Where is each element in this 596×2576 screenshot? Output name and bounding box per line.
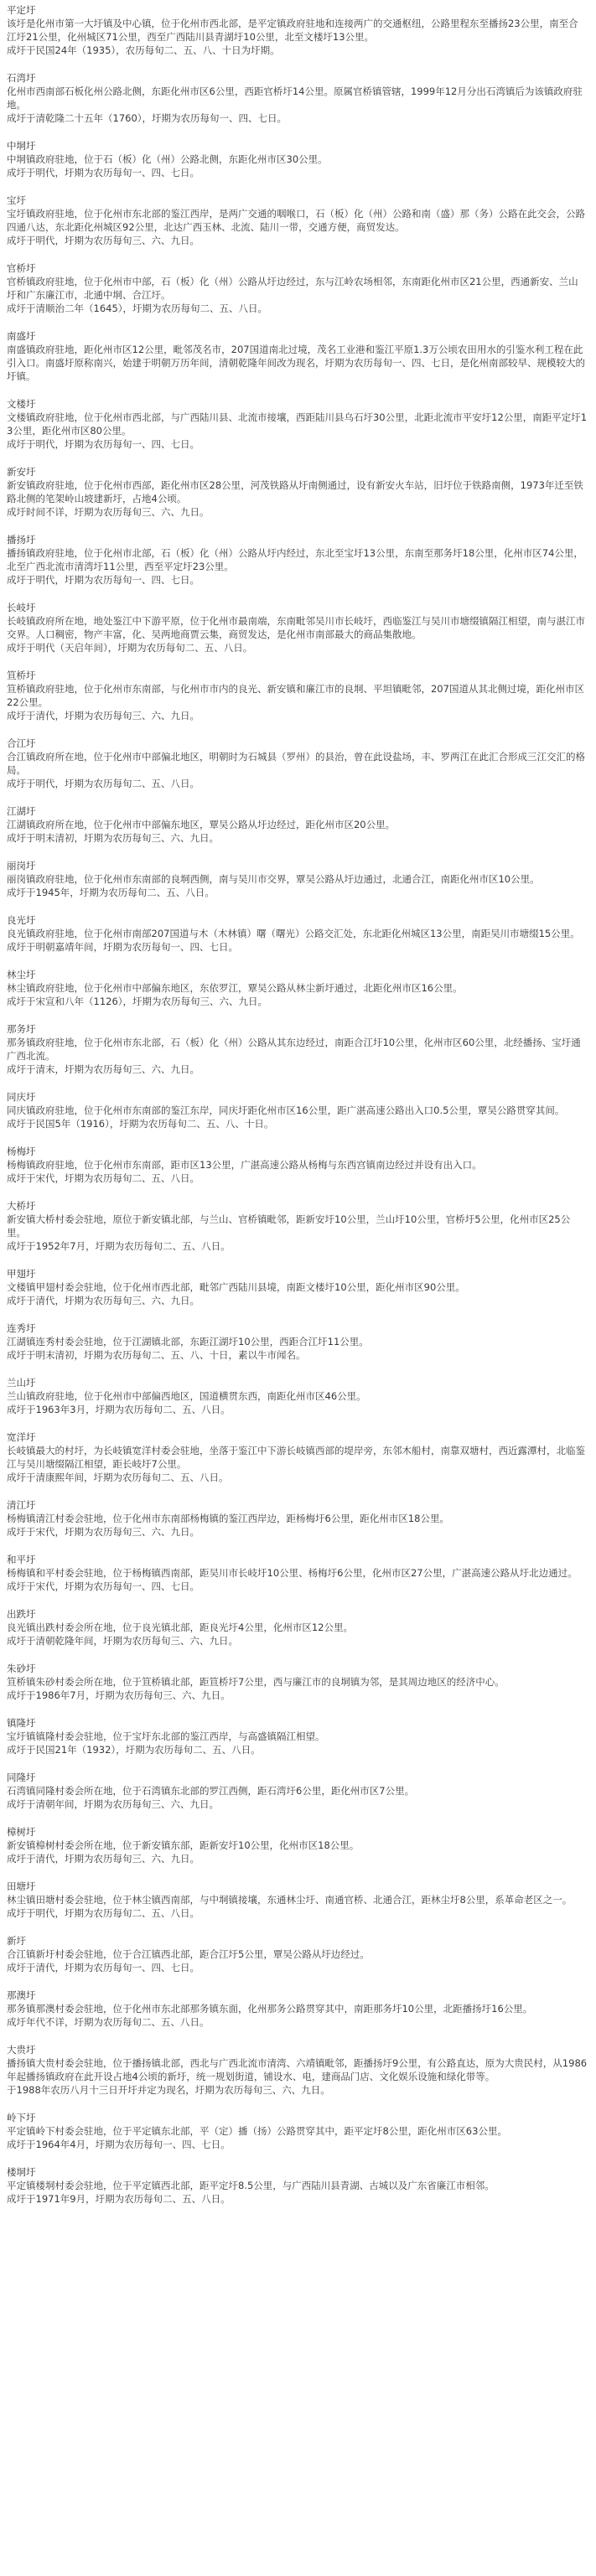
market-entry: [7, 859, 588, 899]
market-entry: [7, 1022, 588, 1076]
entry-title: 新圩: [7, 1935, 26, 1947]
market-entry: [7, 1199, 588, 1253]
entry-founded: 成圩于明代，圩期为农历每旬二、五、八日。: [7, 778, 200, 789]
entry-title: 官桥圩: [7, 262, 36, 274]
entry-description: 官桥镇政府驻地，位于化州市中部，石（板）化（州）公路从圩边经过，东与江岭农场相邻，东南距化州市区21公里，西通新安、兰山圩和广东廉江市，北通中垌、合江圩。: [7, 276, 578, 301]
entry-description: 杨梅镇清江村委会驻地，位于化州市东南部杨梅镇的鉴江西岸边，距杨梅圩6公里，距化州市区18公里。: [7, 1513, 449, 1524]
entry-description: 良光镇出跌村委会所在地，位于良光镇北部，距良光圩4公里，化州市区12公里。: [7, 1622, 353, 1633]
entry-founded: 成圩于明代，圩期为农历每旬一、四、七日。: [7, 167, 200, 178]
entry-description: 化州市西南部石板化州公路北侧，东距化州市区6公里，西距官桥圩14公里。原属官桥镇管辖，1999年12月分出石湾镇后为该镇政府驻地。: [7, 85, 583, 111]
entry-title: 清江圩: [7, 1499, 36, 1511]
entry-title: 笪桥圩: [7, 670, 36, 681]
entry-description: 平定镇岭下村委会驻地，位于平定镇东北部，平（定）播（扬）公路贯穿其中，距平定圩8公里，距化州市区63公里。: [7, 2125, 507, 2137]
entry-founded: 成圩于明末清初，圩期为农历每旬二、五、八、十日，素以牛市闻名。: [7, 1349, 306, 1361]
market-entry: [7, 804, 588, 845]
entry-description: 中垌镇政府驻地，位于石（板）化（州）公路北侧，东距化州市区30公里。: [7, 153, 328, 165]
entry-founded: 成圩于1945年，圩期为农历每旬二、五、八日。: [7, 887, 215, 898]
entry-title: 樟树圩: [7, 1826, 36, 1838]
entry-founded: 成圩于宋代，圩期为农历每旬一、四、七日。: [7, 1580, 200, 1592]
market-entry: [7, 261, 588, 315]
entry-description: 林尘镇政府驻地，位于化州市中部偏东地区，东依罗江，覃吴公路从林尘新圩通过，北距化州市区16公里。: [7, 982, 463, 994]
market-entry: [7, 1825, 588, 1865]
entry-description: 良光镇政府驻地，位于化州市南部207国道与木（木林镇）曙（曙光）公路交汇处，东北距化州城区13公里，南距吴川市塘缀15公里。: [7, 928, 580, 939]
entry-description: 笪桥镇政府驻地，位于化州市东南部，与化州市市内的良光、新安镇和廉江市的良垌、平坦镇毗邻，207国道从其北侧过境，距化州市区22公里。: [7, 683, 584, 708]
entry-title: 新安圩: [7, 466, 36, 478]
entry-title: 兰山圩: [7, 1377, 36, 1389]
entry-founded: 成圩于清乾隆二十五年（1760），圩期为农历每旬一、四、七日。: [7, 112, 288, 124]
entry-description: 文楼镇甲翅村委会驻地，位于化州市西北部，毗邻广西陆川县境，南距文楼圩10公里，距化州市区90公里。: [7, 1281, 465, 1293]
entry-description: 南盛镇政府驻地，距化州市区12公里，毗邻茂名市，207国道南北过境，茂名工业港和鉴江平原1.3万公顷农田用水的引鉴水利工程在此引入口。南盛圩原称南兴，始建于明朝万历年间，清朝乾隆年间改为现名，圩期为农历每旬一、四、七日，是化州南部较早、规模较大的圩镇。: [7, 344, 585, 382]
market-entry: [7, 669, 588, 722]
entry-founded: 成圩于明末清初，圩期为农历每旬三、六、九日。: [7, 832, 219, 844]
entry-title: 同隆圩: [7, 1772, 36, 1783]
entry-founded: 成圩于1963年3月，圩期为农历每旬二、五、八日。: [7, 1404, 231, 1415]
market-entry: [7, 139, 588, 179]
entry-description: 播扬镇政府驻地，位于化州市北部，石（板）化（州）公路从圩内经过，东北至宝圩13公里，东南至那务圩18公里，化州市区74公里，北至广西北流市清湾圩11公里，西至平定圩23公里。: [7, 547, 583, 572]
entry-founded: 成圩于清朝乾隆年间，圩期为农历每旬三、六、九日。: [7, 1635, 238, 1647]
entry-title: 林尘圩: [7, 969, 36, 980]
entry-title: 杨梅圩: [7, 1146, 36, 1157]
entry-description: 文楼镇政府驻地，位于化州市西北部，与广西陆川县、北流市接壤，西距陆川县乌石圩30公里，北距北流市平安圩12公里，南距平定圩13公里，距化州市区80公里。: [7, 411, 588, 437]
entry-description: 播扬镇大贵村委会驻地，位于播扬镇北部，西北与广西北流市清湾、六靖镇毗邻，距播扬圩9公里，有公路直达，原为大贵民村，从1986年起播扬镇政府在此开设占地4公顷的新圩，统一规划街道，铺设水、电，建商品门店、文化娱乐设施和绿化带等。: [7, 2057, 588, 2082]
entry-description: 杨梅镇政府驻地，位于化州市东南部，距市区13公里，广湛高速公路从杨梅与东西宫镇南边经过并设有出入口。: [7, 1159, 482, 1171]
entry-founded: 于1988年农历八月十三日开圩并定为现名，圩期为农历每旬三、六、九日。: [7, 2084, 330, 2096]
entry-founded: 成圩于清代，圩期为农历每旬三、六、九日。: [7, 1295, 200, 1306]
entry-description: 宝圩镇镇隆村委会驻地，位于宝圩东北部的鉴江西岸，与高盛镇隔江相望。: [7, 1730, 325, 1742]
entry-description: 合江镇新圩村委会驻地，位于合江镇西北部，距合江圩5公里，覃吴公路从圩边经过。: [7, 1948, 370, 1960]
entry-founded: 成圩于清代，圩期为农历每旬三、六、九日。: [7, 710, 200, 722]
entry-founded: 成圩时间不详，圩期为农历每旬三、六、九日。: [7, 506, 210, 518]
entry-description: 杨梅镇和平村委会驻地，位于杨梅镇西南部，距吴川市长岐圩10公里、杨梅圩6公里，化州市区27公里，广湛高速公路从圩北边通过。: [7, 1567, 578, 1579]
entry-founded: 成圩于明代（天启年间），圩期为农历每旬二、五、八日。: [7, 642, 253, 654]
entry-founded: 成圩于1986年7月，圩期为农历每旬三、六、九日。: [7, 1689, 231, 1701]
market-entry: [7, 601, 588, 654]
entry-founded: 成圩于宋宣和八年（1126），圩期为农历每旬三、六、九日。: [7, 996, 268, 1007]
entry-description: 江湖镇连秀村委会驻地，位于江湖镇北部，东距江湖圩10公里，西距合江圩11公里。: [7, 1336, 369, 1347]
market-entry: [7, 968, 588, 1008]
entry-title: 朱砂圩: [7, 1663, 36, 1674]
market-entry: [7, 533, 588, 587]
entry-founded: 成圩于1971年9月，圩期为农历每旬二、五、八日。: [7, 2193, 231, 2205]
entry-description: 林尘镇田塘村委会驻地，位于林尘镇西南部，与中垌镇接壤，东通林尘圩、南通官桥、北通合江，距林尘圩8公里，系革命老区之一。: [7, 1894, 573, 1906]
entry-title: 文楼圩: [7, 398, 36, 410]
entry-founded: 成圩于明代，圩期为农历每旬三、六、九日。: [7, 235, 200, 246]
market-entry: [7, 1716, 588, 1756]
entry-title: 宽洋圩: [7, 1431, 36, 1443]
entry-title: 同庆圩: [7, 1091, 36, 1103]
entry-title: 大贵圩: [7, 2044, 36, 2056]
entry-founded: 成圩于1964年4月，圩期为农历每旬一、四、七日。: [7, 2139, 231, 2150]
entry-founded: 成圩于明代，圩期为农历每旬二、五、八日。: [7, 1907, 200, 1919]
entry-founded: 成圩于清代，圩期为农历每旬一、四、七日。: [7, 1962, 200, 1973]
market-entry: [7, 1430, 588, 1484]
market-entry: [7, 1322, 588, 1362]
market-entry: [7, 1145, 588, 1185]
entry-description: 宝圩镇政府驻地，位于化州市东北部的鉴江西岸，是两广交通的咽喉口，石（板）化（州）公路和南（盛）那（务）公路在此交会，公路四通八达，东北距化州城区92公里，北达广西玉林、北流、陆川一带，交通方便，商贸发达。: [7, 208, 585, 233]
entry-title: 那澳圩: [7, 1989, 36, 2001]
entry-title: 那务圩: [7, 1023, 36, 1035]
entry-title: 出跌圩: [7, 1608, 36, 1620]
entry-title: 甲翅圩: [7, 1268, 36, 1280]
entry-title: 南盛圩: [7, 330, 36, 342]
entry-description: 江湖镇政府所在地，位于化州市中部偏东地区，覃吴公路从圩边经过，距化州市区20公里。: [7, 819, 396, 830]
market-entry: [7, 1607, 588, 1648]
entry-founded: 成圩年代不详，圩期为农历每旬二、五、八日。: [7, 2016, 210, 2028]
entry-description: 那务镇那澳村委会驻地，位于化州市东北部那务镇东面，化州那务公路贯穿其中，南距那务圩10公里，北距播扬圩16公里。: [7, 2003, 533, 2015]
entry-title: 镇隆圩: [7, 1717, 36, 1729]
market-entry: [7, 913, 588, 954]
entry-title: 长岐圩: [7, 602, 36, 613]
entry-description: 笪桥镇朱砂村委会所在地，位于笪桥镇北部，距笪桥圩7公里，西与廉江市的良垌镇为邻，是其周边地区的经济中心。: [7, 1676, 505, 1688]
entry-description: 新安镇政府驻地，位于化州市西部，距化州市区28公里，河茂铁路从圩南侧通过，设有新安火车站，旧圩位于铁路南侧，1973年迁至铁路北侧的笔架岭山坡建新圩，占地4公顷。: [7, 479, 583, 504]
entry-description: 长岐镇最大的村圩，为长岐镇宽洋村委会驻地，坐落于鉴江中下游长岐镇西部的堤岸旁，东邻木船村，南靠双塘村，西近露潭村，北临鉴江与吴川塘缀隔江相望，距长岐圩7公里。: [7, 1445, 585, 1470]
entry-founded: 成圩于民国21年（1932），圩期为农历每旬二、五、八日。: [7, 1744, 261, 1756]
entry-founded: 成圩于明代，圩期为农历每旬一、四、七日。: [7, 574, 200, 586]
entry-title: 宝圩: [7, 194, 26, 206]
entry-founded: 成圩于1952年7月，圩期为农历每旬二、五、八日。: [7, 1240, 231, 1252]
entry-founded: 成圩于宋代，圩期为农历每旬二、五、八日。: [7, 1172, 200, 1184]
entry-title: 平定圩: [7, 4, 36, 16]
entry-title: 连秀圩: [7, 1322, 36, 1334]
market-entry: [7, 1934, 588, 1974]
entry-title: 中垌圩: [7, 140, 36, 152]
entry-description: 兰山镇政府驻地，位于化州市中部偏西地区，国道横贯东西，南距化州市区46公里。: [7, 1390, 366, 1402]
market-entry: [7, 397, 588, 451]
entry-founded: 成圩于明代，圩期为农历每旬一、四、七日。: [7, 438, 200, 450]
entry-founded: 成圩于民国5年（1916），圩期为农历每旬二、五、八、十日。: [7, 1118, 274, 1130]
market-entry: [7, 329, 588, 383]
market-entry: [7, 1989, 588, 2029]
market-entry: [7, 1662, 588, 1702]
entry-founded: 成圩于清顺治二年（1645），圩期为农历每旬二、五、八日。: [7, 303, 268, 314]
market-entry: [7, 1880, 588, 1920]
entry-founded: 成圩于清康熙年间，圩期为农历每旬二、五、八日。: [7, 1472, 229, 1483]
market-entry: [7, 194, 588, 247]
entry-description: 石湾镇同隆村委会所在地，位于石湾镇东北部的罗江西侧，距石湾圩6公里，距化州市区7公里。: [7, 1785, 415, 1797]
entry-description: 丽岗镇政府驻地，位于化州市东南部的良垌西侧，南与吴川市交界，覃吴公路从圩边通过，北通合江，南距化州市区10公里。: [7, 873, 540, 885]
entry-title: 江湖圩: [7, 805, 36, 817]
market-entry: [7, 2043, 588, 2097]
market-entry: [7, 71, 588, 125]
market-entry: [7, 465, 588, 519]
market-entry: [7, 2165, 588, 2206]
entry-description: 长岐镇政府所在地，地处鉴江中下游平原，位于化州市最南端，东南毗邻吴川市长岐圩，西临鉴江与吴川市塘缀镇隔江相望，南与湛江市交界。人口稠密，物产丰富，化、吴两地商贾云集，商贸发达，是化州市南部最大的商品集散地。: [7, 615, 585, 640]
market-entry: [7, 3, 588, 57]
entry-description: 新安镇大桥村委会驻地，原位于新安镇北部，与兰山、官桥镇毗邻，距新安圩10公里，兰山圩10公里，官桥圩5公里，化州市区25公里。: [7, 1213, 571, 1239]
entry-title: 良光圩: [7, 914, 36, 926]
entry-description: 那务镇政府驻地，位于化州市东北部，石（板）化（州）公路从其东边经过，南距合江圩10公里，化州市区60公里，北经播扬、宝圩通广西北流。: [7, 1037, 581, 1062]
entry-description: 同庆镇政府驻地，位于化州市东南部的鉴江东岸，同庆圩距化州市区16公里，距广湛高速公路出入口0.5公里，覃吴公路贯穿其间。: [7, 1104, 565, 1116]
market-entry: [7, 1498, 588, 1539]
entry-title: 大桥圩: [7, 1200, 36, 1212]
entry-description: 新安镇樟树村委会所在地，位于新安镇东部，距新安圩10公里，化州市区18公里。: [7, 1839, 360, 1851]
entry-title: 岭下圩: [7, 2112, 36, 2123]
market-entry: [7, 2111, 588, 2151]
market-entry: [7, 1553, 588, 1593]
market-entry: [7, 1376, 588, 1416]
entry-description: 平定镇楼垌村委会驻地，位于平定镇西北部，距平定圩8.5公里，与广西陆川县青湖、古城以及广东省廉江市相邻。: [7, 2180, 495, 2191]
market-entry: [7, 1771, 588, 1811]
entry-founded: 成圩于明朝嘉靖年间，圩期为农历每旬一、四、七日。: [7, 941, 238, 953]
entry-founded: 成圩于清代，圩期为农历每旬三、六、九日。: [7, 1853, 200, 1865]
entry-founded: 成圩于清末，圩期为农历每旬三、六、九日。: [7, 1063, 200, 1075]
entry-founded: 成圩于清朝年间，圩期为农历每旬三、六、九日。: [7, 1798, 219, 1810]
entry-description: 合江镇政府所在地，位于化州市中部偏北地区，明朝时为石城县（罗州）的县治，曾在此设盐场，丰、罗两江在此汇合形成三江交汇的格局。: [7, 751, 585, 776]
market-entry: [7, 1267, 588, 1307]
entry-description: 该圩是化州市第一大圩镇及中心镇，位于化州市西北部，是平定镇政府驻地和连接两广的交通枢纽，公路里程东至播扬23公里，南至合江圩21公里，化州城区71公里，西至广西陆川县青湖圩10公里，北至文楼圩13公里。: [7, 18, 578, 43]
market-entry: [7, 737, 588, 790]
entry-title: 合江圩: [7, 737, 36, 749]
market-entry: [7, 1090, 588, 1130]
entry-title: 丽岗圩: [7, 860, 36, 872]
entry-title: 播扬圩: [7, 534, 36, 546]
entry-founded: 成圩于民国24年（1935），农历每旬二、五、八、十日为圩期。: [7, 44, 280, 56]
entry-title: 石湾圩: [7, 72, 36, 84]
entry-title: 田塘圩: [7, 1880, 36, 1892]
entry-title: 楼垌圩: [7, 2166, 36, 2178]
entry-founded: 成圩于宋代，圩期为农历每旬三、六、九日。: [7, 1526, 200, 1538]
entry-title: 和平圩: [7, 1554, 36, 1565]
